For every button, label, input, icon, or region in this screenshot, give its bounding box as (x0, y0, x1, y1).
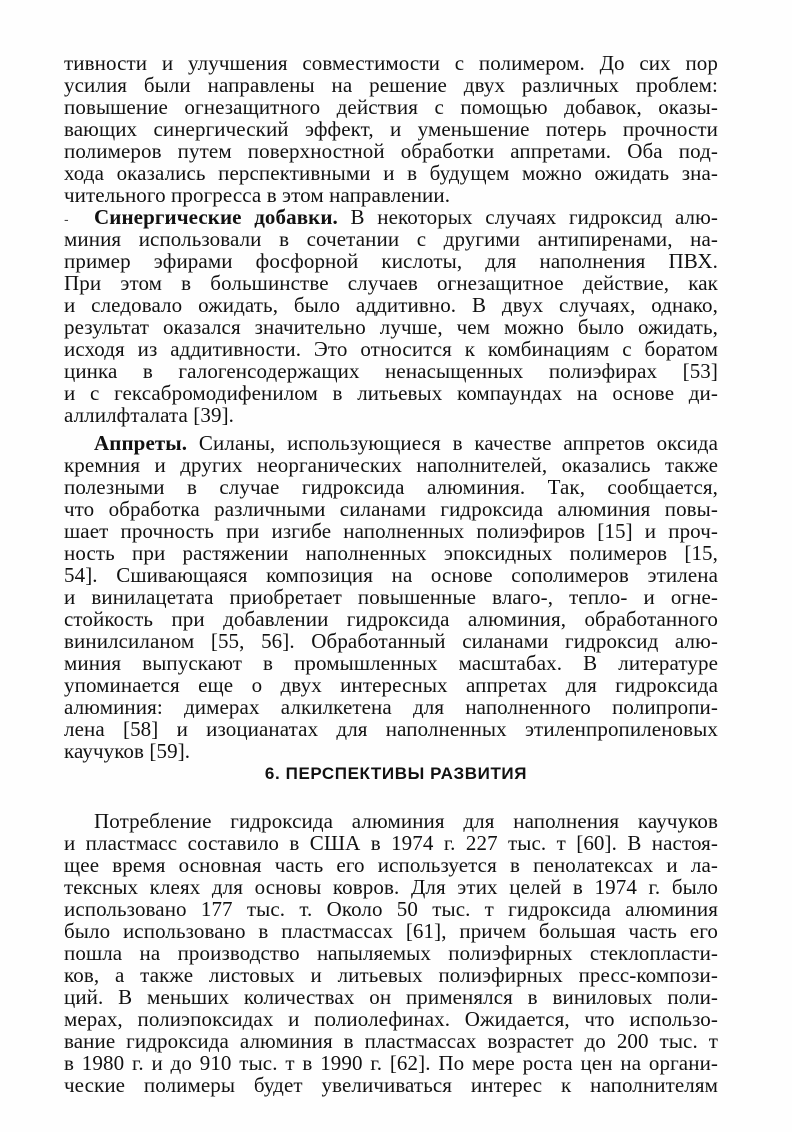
paragraph-3-line-7: 54]. Сшивающаяся композиция на основе сополимеров этилена (64, 563, 718, 587)
paragraph-3-line-3: полезными в случае гидроксида алюминия. Так, сообщается, (64, 475, 718, 499)
paragraph-3-line-12: упоминается еще о двух интересных аппретах для гидроксида (64, 673, 718, 697)
paragraph-3-line-15: каучуков [59]. (64, 739, 191, 763)
paragraph-4-line-6: было использовано в пластмассах [61], причем большая часть его (64, 919, 718, 943)
paragraph-2-line-5: и следовало ожидать, было аддитивно. В двух случаях, однако, (64, 293, 718, 317)
paragraph-1-line-1: тивности и улучшения совместимости с полимером. До сих пор (64, 51, 718, 75)
paragraph-2-first-rest: В некоторых случаях гидроксид алю- (337, 205, 719, 229)
paragraph-1-line-5: полимеров путем поверхностной обработки аппретами. Оба под- (64, 139, 718, 163)
paragraph-3-line-6: ность при растяжении наполненных эпоксидных полимеров [15, (64, 541, 718, 565)
paragraph-1-line-6: хода оказались перспективными и в будущем можно ожидать зна- (64, 161, 718, 185)
paragraph-2-line-4: При этом в большинстве случаев огнезащитное действие, как (64, 271, 718, 295)
paragraph-1-line-3: повышение огнезащитного действия с помощью добавок, оказы- (64, 95, 718, 119)
paragraph-1-line-7: чительного прогресса в этом направлении. (64, 183, 451, 207)
paragraph-1-line-4: вающих синергический эффект, и уменьшение потерь прочности (64, 117, 718, 141)
paragraph-4-line-2: и пластмасс составило в США в 1974 г. 227 тыс. т [60]. В настоя- (64, 831, 718, 855)
paragraph-3-line-4: что обработка различными силанами гидроксида алюминия повы- (64, 497, 718, 521)
paragraph-4-line-12: в 1980 г. и до 910 тыс. т в 1990 г. [62]. По мере роста цен на органи- (64, 1051, 718, 1075)
paragraph-3-line-8: и винилацетата приобретает повышенные влаго-, тепло- и огне- (64, 585, 718, 609)
paragraph-3-line-5: шает прочность при изгибе наполненных полиэфиров [15] и проч- (64, 519, 718, 543)
paragraph-4-line-10: мерах, полиэпоксидах и полиолефинах. Ожидается, что использо- (64, 1007, 718, 1031)
paragraph-3-line-2: кремния и других неорганических наполнителей, оказались также (64, 453, 718, 477)
paragraph-3-lead: Аппреты. (94, 431, 188, 455)
paragraph-3-line-9: стойкость при добавлении гидроксида алюминия, обработанного (64, 607, 718, 631)
paragraph-3-line-11: миния выпускают в промышленных масштабах. В литературе (64, 651, 718, 675)
paragraph-4-line-13: ческие полимеры будет увеличиваться интерес к наполнителям (64, 1073, 718, 1097)
paragraph-2-line-9: и с гексабромодифенилом в литьевых компаундах на основе ди- (64, 381, 718, 405)
paragraph-2-line-2: миния использовали в сочетании с другими антипиренами, на- (64, 227, 718, 251)
paragraph-1-line-2: усилия были направлены на решение двух различных проблем: (64, 73, 718, 97)
paragraph-2-line-8: цинка в галогенсодержащих ненасыщенных полиэфирах [53] (64, 359, 718, 383)
paragraph-4-line-9: ций. В меньших количествах он применялся в виниловых поли- (64, 985, 718, 1009)
paragraph-4-line-8: ков, а также листовых и литьевых полиэфирных пресс-компози- (64, 963, 718, 987)
section-heading: 6. ПЕРСПЕКТИВЫ РАЗВИТИЯ (264, 764, 528, 783)
paragraph-4-line-1: Потребление гидроксида алюминия для наполнения каучуков (94, 809, 718, 833)
paragraph-3-first-rest: Силаны, использующиеся в качестве аппретов оксида (187, 431, 718, 455)
paragraph-2-line-3: пример эфирами фосфорной кислоты, для наполнения ПВХ. (64, 249, 718, 273)
paragraph-2-line-10: аллилфталата [39]. (64, 403, 235, 427)
margin-mark: - (64, 211, 69, 227)
paragraph-4-line-3: щее время основная часть его используется в пенолатексах и ла- (64, 853, 718, 877)
paragraph-4-line-7: пошла на производство напыляемых полиэфирных стеклопласти- (64, 941, 718, 965)
paragraph-3-line-13: алюминия: димерах алкилкетена для наполненного полипропи- (64, 695, 718, 719)
paragraph-2-lead: Синергические добавки. (94, 205, 338, 229)
paragraph-4-line-5: использовано 177 тыс. т. Около 50 тыс. т гидроксида алюминия (64, 897, 718, 921)
paragraph-4-line-11: вание гидроксида алюминия в пластмассах возрастет до 200 тыс. т (64, 1029, 718, 1053)
paragraph-3-line-14: лена [58] и изоцианатах для наполненных этиленпропиленовых (64, 717, 718, 741)
paragraph-4-line-4: тексных клеях для основы ковров. Для этих целей в 1974 г. было (64, 875, 718, 899)
paragraph-2-line-6: результат оказался значительно лучше, чем можно было ожидать, (64, 315, 718, 339)
paragraph-3-line-10: винилсиланом [55, 56]. Обработанный силанами гидроксид алю- (64, 629, 718, 653)
paragraph-2-line-7: исходя из аддитивности. Это относится к комбинациям с боратом (64, 337, 718, 361)
